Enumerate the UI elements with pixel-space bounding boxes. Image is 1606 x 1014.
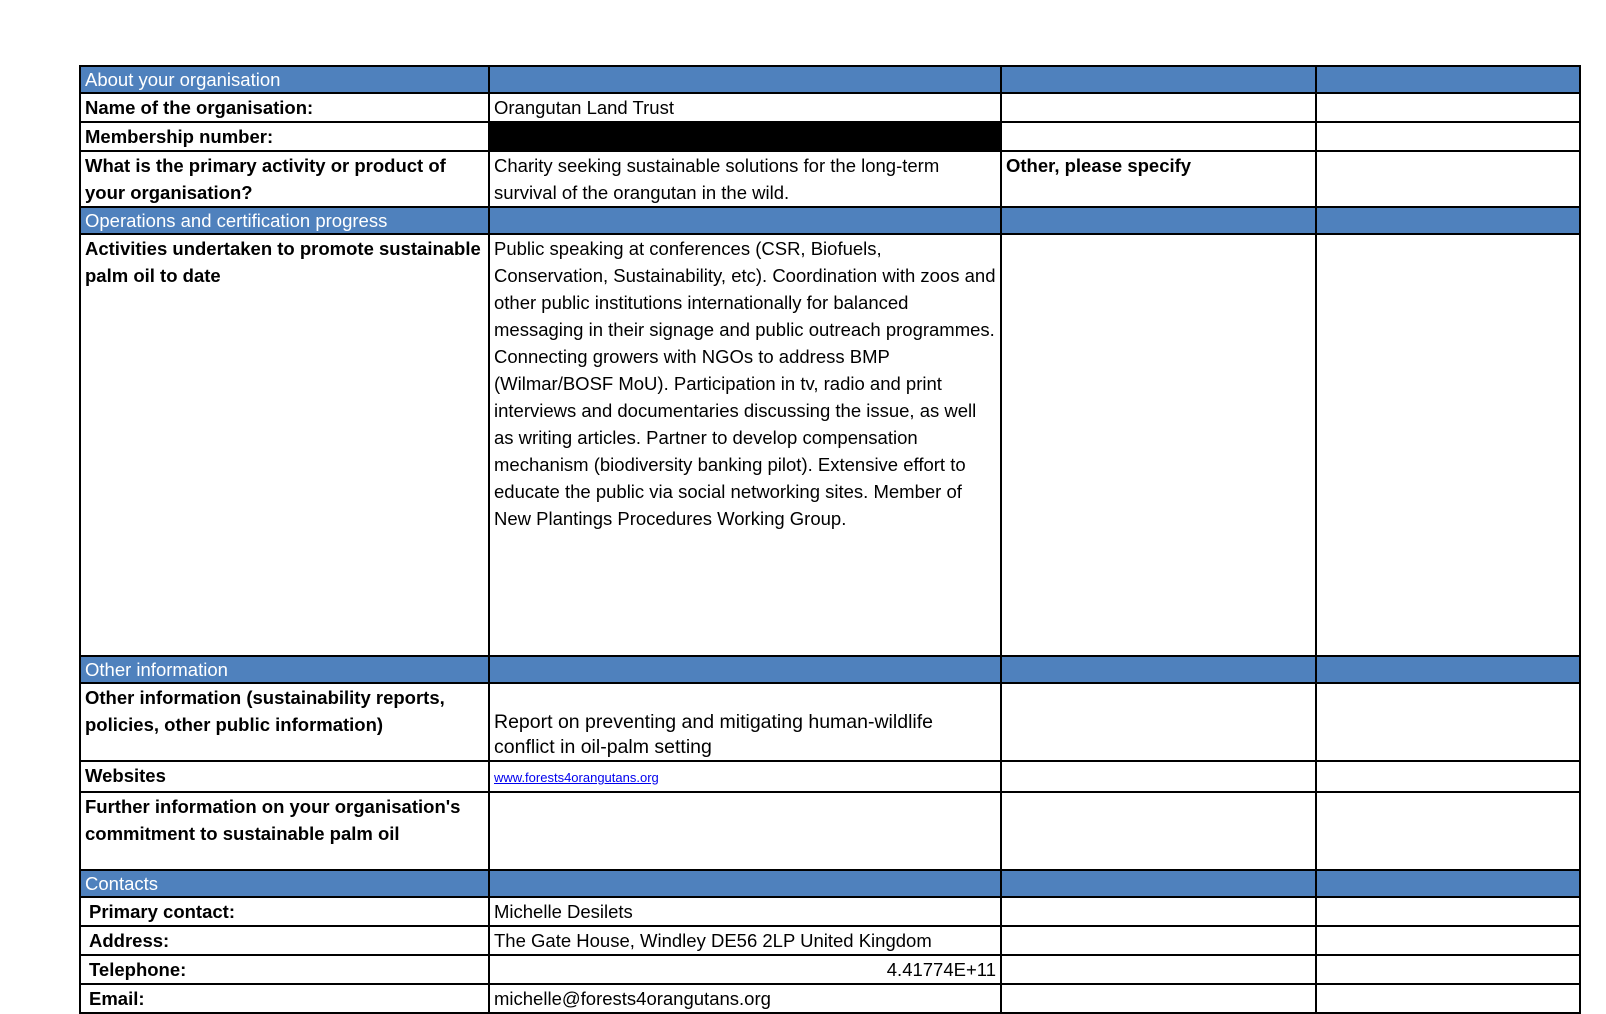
other-reports-cell[interactable]: [489, 683, 1001, 761]
empty-cell[interactable]: [1001, 761, 1316, 792]
address-value[interactable]: The Gate House, Windley DE56 2LP United Kingdom: [489, 926, 1001, 955]
empty-cell[interactable]: [1001, 897, 1316, 926]
empty-cell[interactable]: [1001, 122, 1316, 151]
empty-cell[interactable]: [1316, 926, 1580, 955]
section-title-contacts[interactable]: Contacts: [80, 870, 489, 897]
section-title-operations[interactable]: Operations and certification progress: [80, 207, 489, 234]
activities-label[interactable]: Activities undertaken to promote sustainable palm oil to date: [80, 234, 489, 656]
header-cell[interactable]: [489, 870, 1001, 897]
header-cell[interactable]: [1001, 207, 1316, 234]
row-primary-contact: [80, 897, 1580, 926]
empty-cell[interactable]: [1001, 93, 1316, 122]
header-cell[interactable]: [1316, 656, 1580, 683]
empty-cell[interactable]: [1001, 792, 1316, 870]
row-websites: [80, 761, 1580, 792]
header-cell[interactable]: [1001, 66, 1316, 93]
row-telephone: [80, 955, 1580, 984]
empty-cell[interactable]: [1001, 683, 1316, 761]
empty-cell[interactable]: [1001, 926, 1316, 955]
section-title-other[interactable]: Other information: [80, 656, 489, 683]
address-label[interactable]: Address:: [80, 926, 489, 955]
membership-number-redacted[interactable]: [489, 122, 1001, 151]
organisation-name-label[interactable]: Name of the organisation:: [80, 93, 489, 122]
header-cell[interactable]: [489, 207, 1001, 234]
spreadsheet: [79, 65, 1579, 1014]
header-cell[interactable]: [489, 66, 1001, 93]
section-header-about: [80, 66, 1580, 93]
activities-value[interactable]: Public speaking at conferences (CSR, Biofuels, Conservation, Sustainability, etc). Coordination with zoos and other public institutions internationally for balanced messaging in their signage and public outreach programmes. Connecting growers with NGOs to address BMP (Wilmar/BOSF MoU). Participation in tv, radio and print interviews and documentaries discussing the issue, as well as writing articles. Partner to develop compensation mechanism (biodiversity banking pilot). Extensive effort to educate the public via social networking sites. Member of New Plantings Procedures Working Group.: [489, 234, 1001, 656]
membership-number-label[interactable]: Membership number:: [80, 122, 489, 151]
empty-cell[interactable]: [1316, 984, 1580, 1013]
row-further-information: [80, 792, 1580, 870]
header-cell[interactable]: [1001, 656, 1316, 683]
websites-label[interactable]: Websites: [80, 761, 489, 792]
empty-cell[interactable]: [1316, 234, 1580, 656]
email-label[interactable]: Email:: [80, 984, 489, 1013]
primary-activity-value[interactable]: Charity seeking sustainable solutions for the long-term survival of the orangutan in the wild.: [489, 151, 1001, 207]
section-title-about[interactable]: About your organisation: [80, 66, 489, 93]
section-header-other: [80, 656, 1580, 683]
telephone-value[interactable]: 4.41774E+11: [489, 955, 1001, 984]
row-primary-activity: [80, 151, 1580, 207]
header-cell[interactable]: [1316, 870, 1580, 897]
email-value[interactable]: michelle@forests4orangutans.org: [489, 984, 1001, 1013]
empty-cell[interactable]: [1316, 683, 1580, 761]
row-address: [80, 926, 1580, 955]
header-cell[interactable]: [1001, 870, 1316, 897]
empty-cell[interactable]: [1316, 122, 1580, 151]
empty-cell[interactable]: [1001, 984, 1316, 1013]
empty-cell[interactable]: [489, 792, 1001, 870]
websites-cell[interactable]: [489, 761, 1001, 792]
other-reports-label[interactable]: Other information (sustainability reports, policies, other public information): [80, 683, 489, 761]
further-information-label[interactable]: Further information on your organisation's commitment to sustainable palm oil: [80, 792, 489, 870]
primary-contact-label[interactable]: Primary contact:: [80, 897, 489, 926]
empty-cell[interactable]: [1316, 897, 1580, 926]
primary-activity-label[interactable]: What is the primary activity or product of your organisation?: [80, 151, 489, 207]
row-activities: [80, 234, 1580, 656]
organisation-name-value[interactable]: Orangutan Land Trust: [489, 93, 1001, 122]
empty-cell[interactable]: [1316, 955, 1580, 984]
other-specify-label[interactable]: Other, please specify: [1001, 151, 1316, 207]
other-reports-value: Report on preventing and mitigating human-wildlife conflict in oil-palm setting: [494, 711, 933, 758]
section-header-contacts: [80, 870, 1580, 897]
empty-cell[interactable]: [1316, 792, 1580, 870]
row-membership-number: [80, 122, 1580, 151]
row-organisation-name: [80, 93, 1580, 122]
empty-cell[interactable]: [1001, 234, 1316, 656]
section-header-operations: [80, 207, 1580, 234]
primary-contact-value[interactable]: Michelle Desilets: [489, 897, 1001, 926]
website-link[interactable]: www.forests4orangutans.org: [494, 770, 659, 785]
header-cell[interactable]: [1316, 207, 1580, 234]
header-cell[interactable]: [489, 656, 1001, 683]
row-email: [80, 984, 1580, 1013]
membership-form-table: [79, 65, 1581, 1014]
empty-cell[interactable]: [1316, 761, 1580, 792]
empty-cell[interactable]: [1316, 93, 1580, 122]
empty-cell[interactable]: [1001, 955, 1316, 984]
telephone-label[interactable]: Telephone:: [80, 955, 489, 984]
empty-cell[interactable]: [1316, 151, 1580, 207]
row-other-reports: [80, 683, 1580, 761]
header-cell[interactable]: [1316, 66, 1580, 93]
